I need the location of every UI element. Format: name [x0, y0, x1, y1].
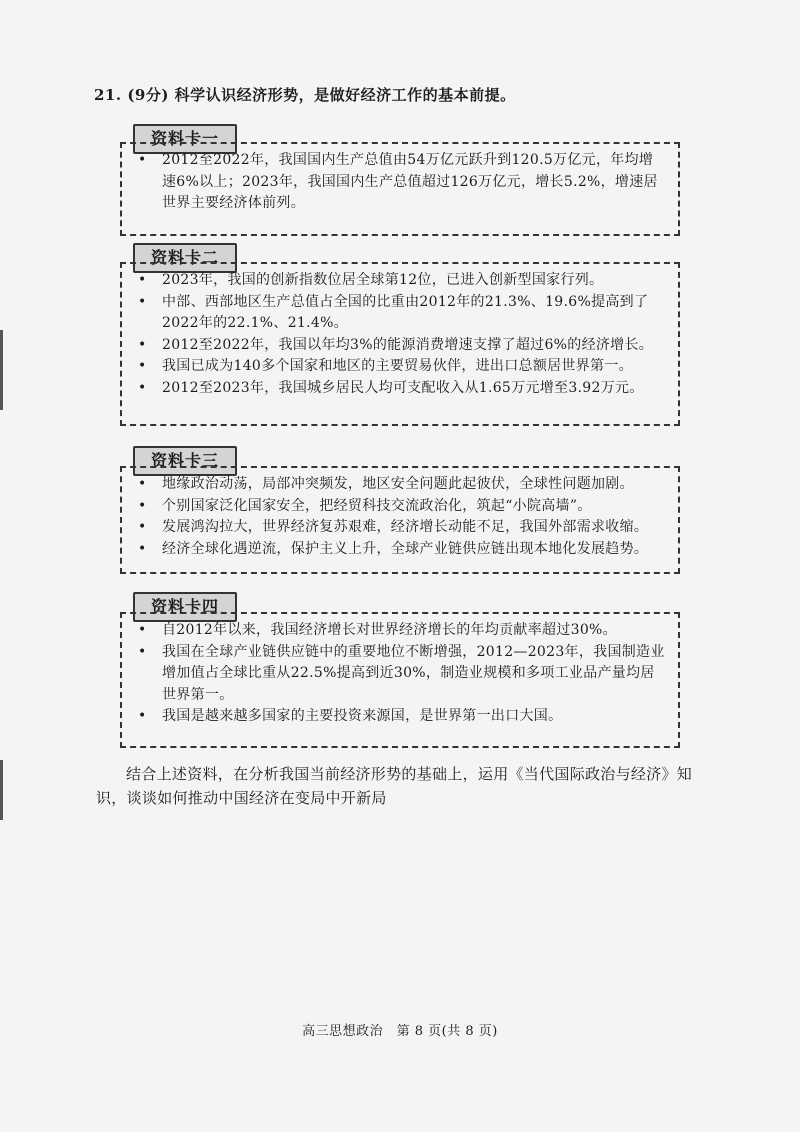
card-3-list	[136, 474, 666, 560]
bullet-icon: •	[138, 379, 147, 396]
card-1-item: • 2012至2022年，我国国内生产总值由54万亿元跃升到120.5万亿元，年均增速6%以上；2023年，我国国内生产总值超过126万亿元，增长5.2%，增速居世界主要经济体前列。	[138, 152, 658, 211]
card-2-title: 资料卡二	[133, 243, 237, 273]
card-3-item: • 经济全球化遇逆流，保护主义上升，全球产业链供应链出现本地化发展趋势。	[136, 539, 666, 561]
bullet-icon: •	[138, 497, 147, 514]
page-footer: 高三思想政治 第 8 页(共 8 页)	[302, 1024, 498, 1039]
bullet-icon: •	[138, 476, 147, 492]
card-1-box	[120, 142, 680, 236]
card-1-title: 资料卡一	[133, 124, 237, 154]
bullet-icon: •	[138, 358, 147, 374]
card-3-item: • 发展鸿沟拉大，世界经济复苏艰难，经济增长动能不足，我国外部需求收缩。	[136, 517, 666, 539]
card-3-title: 资料卡三	[133, 446, 237, 476]
question-prompt: 结合上述资料，在分析我国当前经济形势的基础上，运用《当代国际政治与经济》知识，谈谈如何推动中国经济在变局中开新局	[96, 765, 693, 807]
bullet-icon: •	[138, 540, 147, 557]
card-2-box	[120, 262, 680, 426]
card-4-list	[136, 620, 666, 728]
card-4-title: 资料卡四	[133, 592, 237, 622]
scan-edge-mark	[0, 330, 3, 410]
bullet-icon: •	[138, 519, 147, 535]
bullet-icon: •	[138, 643, 147, 660]
bullet-icon: •	[138, 336, 147, 353]
bullet-icon: •	[138, 708, 147, 724]
card-4-item: • 我国是越来越多国家的主要投资来源国，是世界第一出口大国。	[136, 706, 666, 728]
card-2-list	[136, 270, 666, 399]
card-3-box	[120, 466, 680, 574]
bullet-icon: •	[138, 622, 147, 638]
card-2-item: • 2012至2022年，我国以年均3%的能源消费增速支撑了超过6%的经济增长。	[136, 335, 666, 357]
card-2-item: • 2023年，我国的创新指数位居全球第12位，已进入创新型国家行列。	[136, 270, 666, 292]
question-header: 21. (9分) 科学认识经济形势，是做好经济工作的基本前提。	[94, 86, 516, 104]
scan-edge-mark	[0, 760, 3, 820]
card-4-item: • 自2012年以来，我国经济增长对世界经济增长的年均贡献率超过30%。	[136, 620, 666, 642]
card-3-item: • 地缘政治动荡，局部冲突频发，地区安全问题此起彼伏，全球性问题加剧。	[136, 474, 666, 496]
card-2-item: • 我国已成为140多个国家和地区的主要贸易伙伴，进出口总额居世界第一。	[136, 356, 666, 378]
card-1-list	[136, 150, 666, 215]
bullet-icon: •	[138, 293, 147, 310]
card-4-item: • 我国在全球产业链供应链中的重要地位不断增强，2012—2023年，我国制造业增加值占全球比重从22.5%提高到近30%，制造业规模和多项工业品产量均居世界第一。	[138, 643, 665, 703]
card-3-item: • 个别国家泛化国家安全，把经贸科技交流政治化，筑起“小院高墙”。	[136, 496, 666, 518]
card-2-item: • 中部、西部地区生产总值占全国的比重由2012年的21.3%、19.6%提高到了2022年的22.1%、21.4%。	[138, 293, 649, 331]
bullet-icon: •	[138, 152, 147, 168]
card-4-box	[120, 612, 680, 748]
card-2-item: • 2012至2023年，我国城乡居民人均可支配收入从1.65万元增至3.92万元。	[136, 378, 666, 400]
bullet-icon: •	[138, 272, 147, 288]
